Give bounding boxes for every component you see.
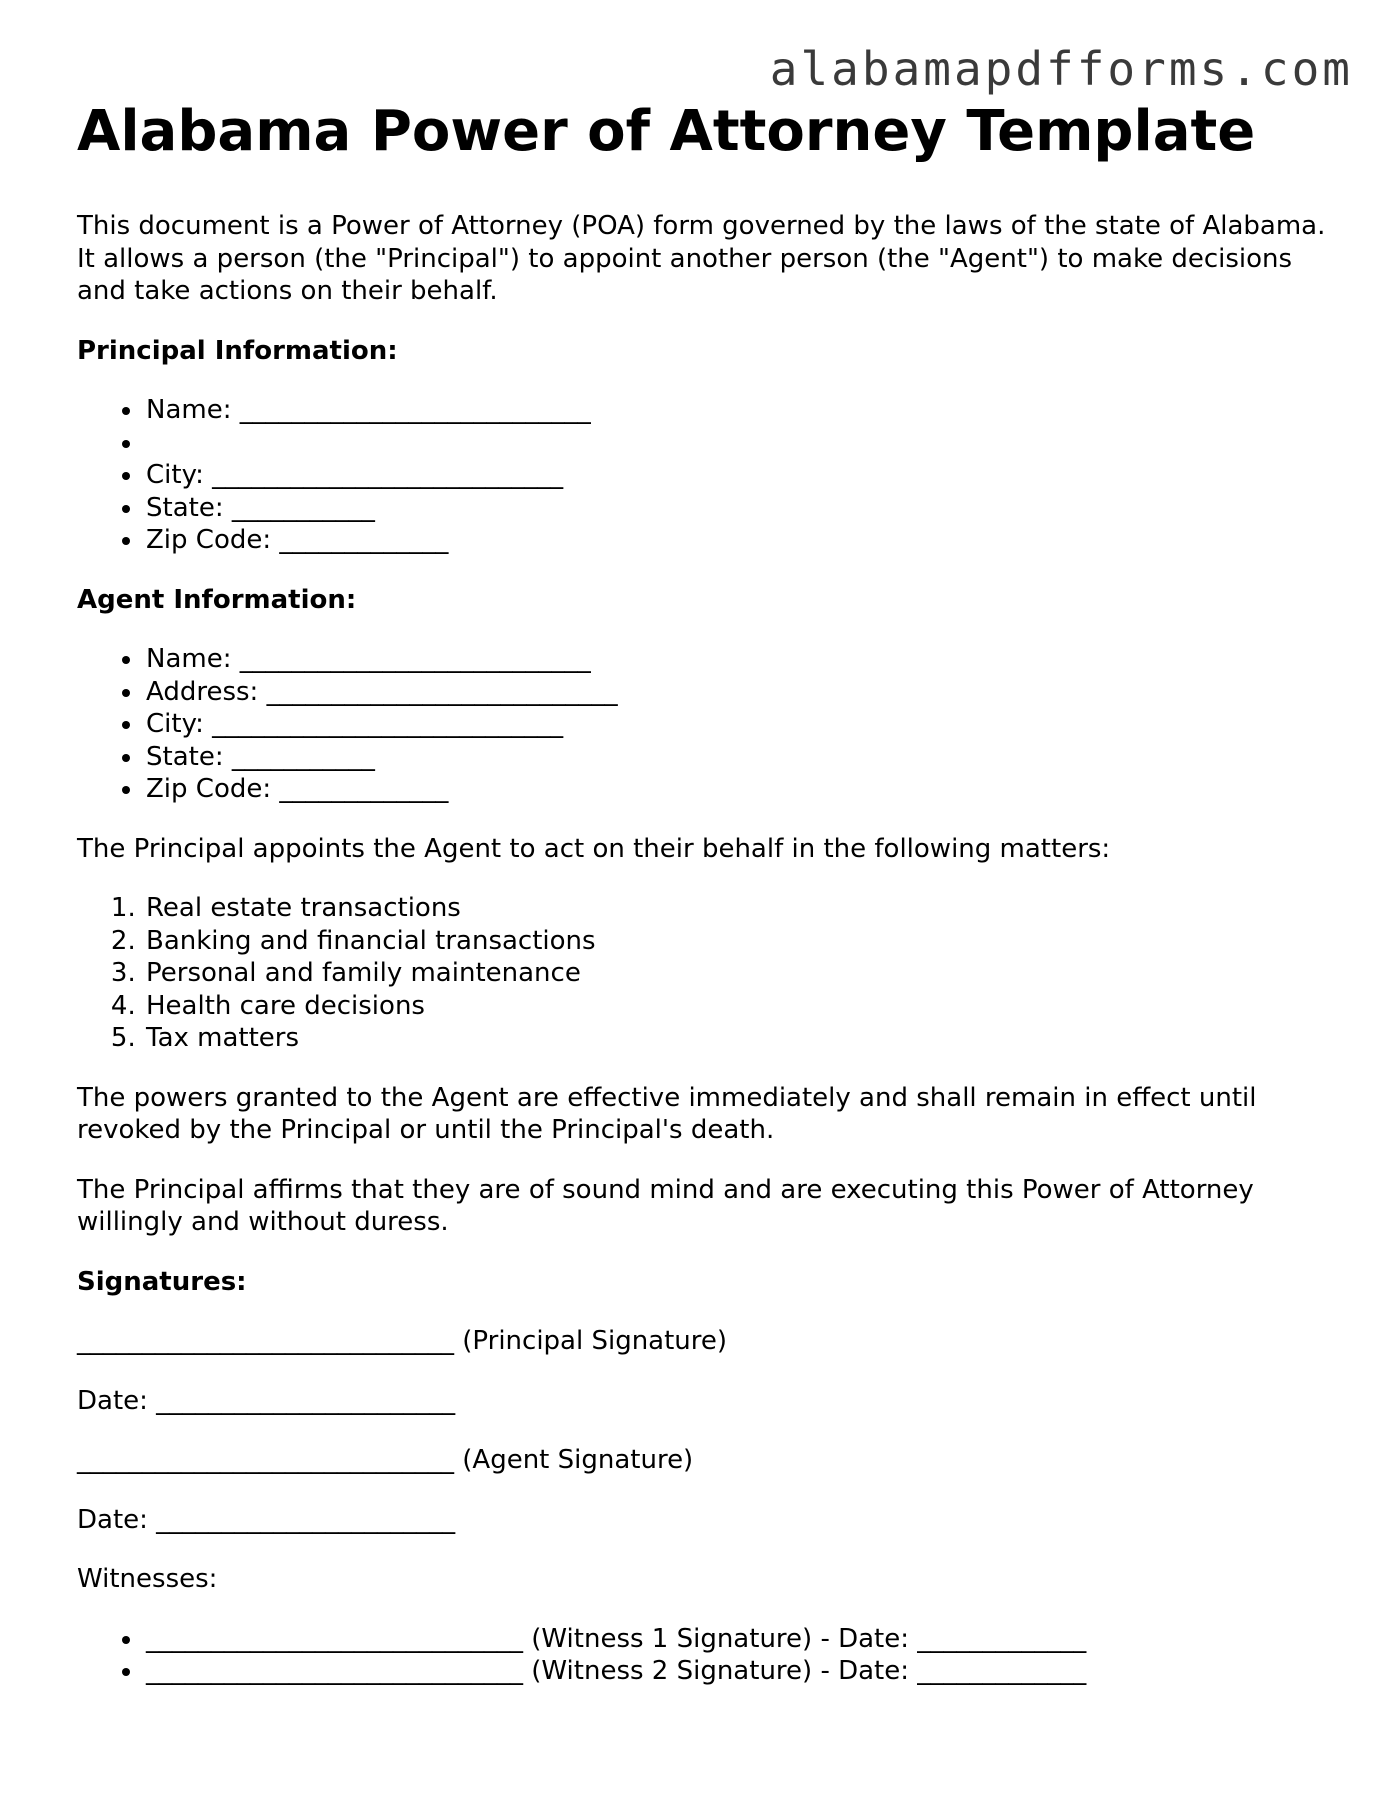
agent-city-field: • City: ___________________________ bbox=[144, 708, 1337, 741]
signatures-heading: Signatures: bbox=[77, 1266, 247, 1297]
principal-name-field: • Name: ___________________________ bbox=[144, 394, 1337, 427]
witnesses-list bbox=[77, 1623, 1337, 1688]
page-title: Alabama Power of Attorney Template bbox=[77, 99, 1256, 164]
agent-zip-field: • Zip Code: _____________ bbox=[144, 773, 1337, 806]
matters-list bbox=[77, 892, 1337, 1055]
witness-signature-line: • _____________________________ (Witness 2 Signature) - Date: _____________ bbox=[144, 1655, 1337, 1688]
matter-item: 5. Tax matters bbox=[144, 1022, 1337, 1055]
principal-heading: Principal Information: bbox=[77, 335, 398, 366]
principal-date-line: Date: _______________________ bbox=[77, 1385, 456, 1416]
matter-item: 1. Real estate transactions bbox=[144, 892, 1337, 925]
principal-signature-line: _____________________________ (Principal Signature) bbox=[77, 1326, 728, 1356]
principal-fields-list bbox=[77, 394, 1337, 557]
affirm-paragraph: The Principal affirms that they are of sound mind and are executing this Power of Attorney willingly and without duress. bbox=[77, 1174, 1254, 1237]
principal-state-field: • State: ___________ bbox=[144, 492, 1337, 525]
agent-name-field: • Name: ___________________________ bbox=[144, 643, 1337, 676]
agent-signature-line: _____________________________ (Agent Signature) bbox=[77, 1445, 694, 1475]
principal-zip-field: • Zip Code: _____________ bbox=[144, 524, 1337, 557]
agent-heading: Agent Information: bbox=[77, 584, 357, 615]
agent-fields-list bbox=[77, 643, 1337, 806]
matter-item: 2. Banking and financial transactions bbox=[144, 925, 1337, 958]
agent-date-line: Date: _______________________ bbox=[77, 1504, 456, 1535]
document-body bbox=[77, 96, 1337, 1688]
intro-paragraph: This document is a Power of Attorney (POA) form governed by the laws of the state of Alabama. It allows a person (the "Principal") to appoint another person (the "Agent") to make decisions and take actions on their behalf. bbox=[77, 211, 1326, 306]
site-watermark: alabamapdfforms.com bbox=[769, 42, 1353, 96]
witness-signature-line: • _____________________________ (Witness 1 Signature) - Date: _____________ bbox=[144, 1623, 1337, 1656]
agent-address-field: • Address: ___________________________ bbox=[144, 676, 1337, 709]
matter-item: 3. Personal and family maintenance bbox=[144, 957, 1337, 990]
effective-paragraph: The powers granted to the Agent are effective immediately and shall remain in effect until revoked by the Principal or until the Principal's death. bbox=[77, 1082, 1257, 1145]
agent-state-field: • State: ___________ bbox=[144, 741, 1337, 774]
matter-item: 4. Health care decisions bbox=[144, 990, 1337, 1023]
matters-intro: The Principal appoints the Agent to act on their behalf in the following matters: bbox=[77, 833, 1111, 864]
principal-empty-field bbox=[144, 427, 1337, 460]
principal-city-field: • City: ___________________________ bbox=[144, 459, 1337, 492]
witnesses-label: Witnesses: bbox=[77, 1564, 218, 1594]
